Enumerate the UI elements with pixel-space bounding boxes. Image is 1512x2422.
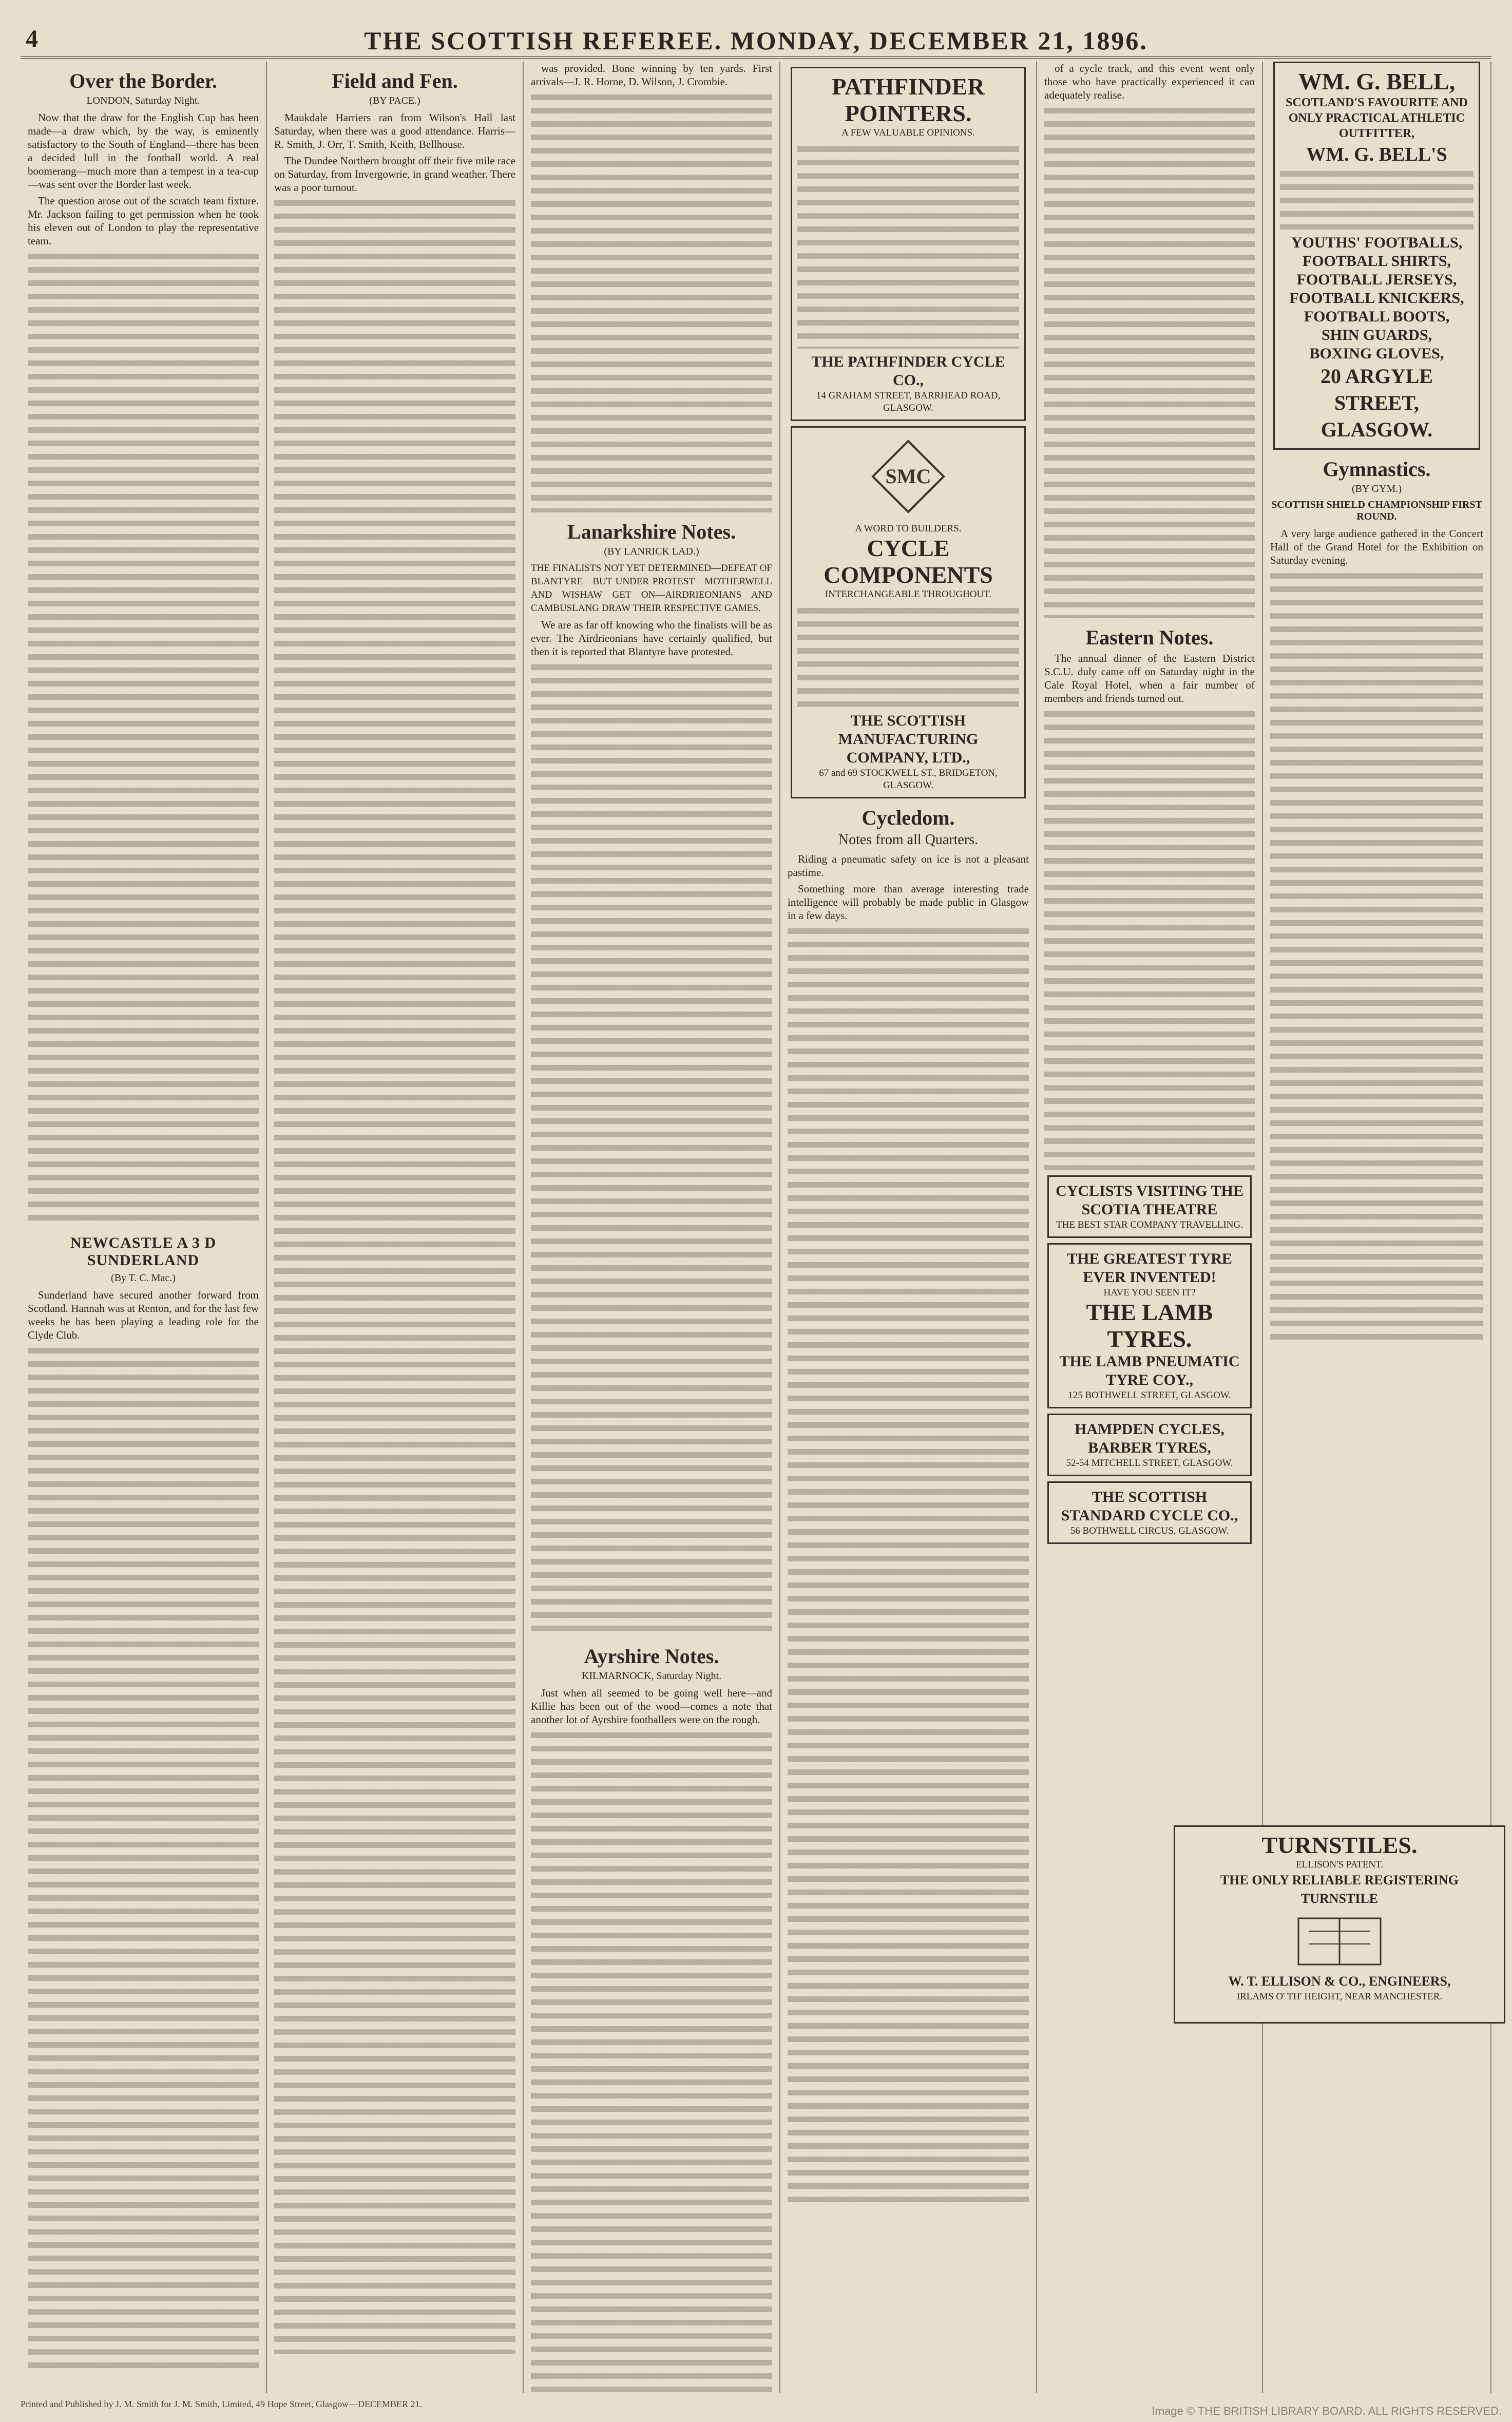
advert-address: 67 and 69 STOCKWELL ST., BRIDGETON, GLASGOW. <box>819 768 998 791</box>
article-paragraph: Maukdale Harriers ran from Wilson's Hall last Saturday, when there was a good attendance. Harris—R. Smith, J. Orr, T. Smith, Keith, Bellhouse. <box>274 111 515 150</box>
advert-address: 20 ARGYLE STREET, GLASGOW. <box>1320 365 1433 441</box>
column-2 <box>267 62 524 2393</box>
advert-hampden-cycles <box>1047 1414 1252 1476</box>
advert-lamb-tyres <box>1047 1243 1252 1408</box>
article-paragraph: A very large audience gathered in the Concert Hall of the Grand Hotel for the Exhibition on Saturday evening. <box>1270 527 1483 566</box>
article-body-text <box>531 661 772 1637</box>
advert-subtitle: A FEW VALUABLE OPINIONS. <box>841 127 975 138</box>
article-paragraph: The annual dinner of the Eastern District S.C.U. duly came off on Saturday night in the Cale Royal Hotel, when a fair number of members and friends turned out. <box>1044 652 1255 704</box>
advert-line: FOOTBALL SHIRTS, <box>1302 253 1451 270</box>
advert-line: FOOTBALL BOOTS, <box>1304 308 1450 325</box>
advert-subtitle: ELLISON'S PATENT. <box>1295 1859 1384 1870</box>
advert-body-text <box>797 605 1019 708</box>
advert-line: WM. G. BELL'S <box>1306 144 1447 165</box>
advert-scottish-standard <box>1047 1481 1252 1544</box>
heading-eastern-notes: Eastern Notes. <box>1085 626 1214 649</box>
advert-body-text <box>1280 168 1473 230</box>
advert-turnstiles <box>1174 1825 1505 2024</box>
article-body-text <box>1044 105 1255 618</box>
heading-ayrshire-notes: Ayrshire Notes. <box>584 1645 719 1668</box>
column-3 <box>524 62 780 2393</box>
article-paragraph: Something more than average interesting trade intelligence will probably be made public in Glasgow in a few days. <box>788 883 1029 922</box>
advert-title: TURNSTILES. <box>1261 1832 1418 1858</box>
advert-title: PATHFINDER POINTERS. <box>832 73 985 126</box>
article-body-text <box>531 1729 772 2393</box>
subheading: SCOTTISH SHIELD CHAMPIONSHIP FIRST ROUND. <box>1271 499 1482 522</box>
dateline: KILMARNOCK, Saturday Night. <box>581 1670 722 1682</box>
byline: (BY LANRICK LAD.) <box>604 546 699 557</box>
byline: (BY GYM.) <box>1351 483 1402 494</box>
article-paragraph: Just when all seemed to be going well here—and Killie has been out of the wood—comes a note that another lot of Ayrshire footballers were on the rough. <box>531 1687 772 1726</box>
advert-line: THE ONLY RELIABLE REGISTERING TURNSTILE <box>1220 1873 1459 1906</box>
article-paragraph: of a cycle track, and this event went only those who have practically experienced it can adequately realise. <box>1044 62 1255 101</box>
advert-company: THE LAMB PNEUMATIC TYRE COY., <box>1059 1353 1240 1388</box>
heading-gymnastics: Gymnastics. <box>1323 457 1431 481</box>
article-body-text <box>1044 708 1255 1170</box>
imprint-footer: Printed and Published by J. M. Smith for J. M. Smith, Limited, 49 Hope Street, Glasgow—DECEMBER 21. <box>21 2399 422 2409</box>
heading-newcastle-sunderland: NEWCASTLE A 3 D SUNDERLAND <box>70 1234 217 1269</box>
advert-title: HAMPDEN CYCLES, BARBER TYRES, <box>1075 1421 1224 1456</box>
advert-title: WM. G. BELL, <box>1298 68 1456 94</box>
article-summary: THE FINALISTS NOT YET DETERMINED—DEFEAT OF BLANTYRE—BUT UNDER PROTEST—MOTHERWELL AND WISHAW GET ON—AIRDRIEONIANS AND CAMBUSLANG DRAW THEIR RESPECTIVE GAMES. <box>531 563 772 614</box>
article-paragraph: The question arose out of the scratch team fixture. Mr. Jackson failing to get permission when he took his eleven out of London to play the representative team. <box>28 195 259 247</box>
advert-body-text <box>797 143 1019 349</box>
article-body-text <box>28 251 259 1226</box>
column-5 <box>1037 62 1263 2393</box>
advert-line: BOXING GLOVES, <box>1309 345 1444 362</box>
turnstile-illustration-icon <box>1288 1908 1391 1970</box>
advert-scotia-theatre <box>1047 1175 1252 1238</box>
heading-over-the-border: Over the Border. <box>69 69 217 92</box>
page-number: 4 <box>26 25 38 52</box>
image-credit: Image © THE BRITISH LIBRARY BOARD. ALL RIGHTS RESERVED. <box>1152 2405 1502 2417</box>
column-1 <box>21 62 267 2393</box>
subheading: Notes from all Quarters. <box>838 832 979 848</box>
advert-company: THE SCOTTISH MANUFACTURING COMPANY, LTD., <box>838 712 979 766</box>
advert-line: HAVE YOU SEEN IT? <box>1103 1287 1196 1298</box>
article-body-text <box>788 925 1029 2209</box>
article-paragraph: was provided. Bone winning by ten yards. First arrivals—J. R. Horne, D. Wilson, J. Crombie. <box>531 62 772 88</box>
advert-title: THE GREATEST TYRE EVER INVENTED! <box>1067 1250 1232 1286</box>
advert-company: THE PATHFINDER CYCLE CO., <box>811 353 1005 389</box>
masthead-title: THE SCOTTISH REFEREE. MONDAY, DECEMBER 21, 1896. <box>364 26 1148 55</box>
advert-line: YOUTHS' FOOTBALLS, <box>1291 234 1463 251</box>
dateline: LONDON, Saturday Night. <box>86 95 200 106</box>
advert-subtitle: INTERCHANGEABLE THROUGHOUT. <box>825 589 992 600</box>
advert-line: FOOTBALL JERSEYS, <box>1296 271 1457 288</box>
article-body-text <box>1270 570 1483 1340</box>
advert-product: THE LAMB TYRES. <box>1086 1299 1213 1352</box>
byline: (BY PACE.) <box>369 95 420 106</box>
advert-line: SCOTLAND'S FAVOURITE AND ONLY PRACTICAL ATHLETIC OUTFITTER, <box>1286 96 1468 140</box>
masthead <box>21 21 1491 59</box>
advert-address: 52-54 MITCHELL STREET, GLASGOW. <box>1066 1458 1233 1469</box>
article-body-text <box>531 91 772 512</box>
smc-logo-icon <box>870 438 947 515</box>
advert-address: 14 GRAHAM STREET, BARRHEAD ROAD, GLASGOW. <box>816 390 1001 413</box>
smc-logo-text: SMC <box>885 465 931 488</box>
heading-lanarkshire-notes: Lanarkshire Notes. <box>567 520 736 543</box>
column-6 <box>1263 62 1491 2393</box>
heading-cycledom: Cycledom. <box>862 806 955 829</box>
article-body-text <box>28 1345 259 2372</box>
advert-line: FOOTBALL KNICKERS, <box>1289 290 1464 307</box>
column-4 <box>780 62 1037 2393</box>
advert-title: CYCLISTS VISITING THE SCOTIA THEATRE <box>1056 1183 1243 1218</box>
advert-title: CYCLE COMPONENTS <box>824 535 993 588</box>
article-paragraph: We are as far off knowing who the finalists will be as ever. The Airdrieonians have certainly qualified, but then it is reported that Blantyre have protested. <box>531 619 772 658</box>
heading-field-and-fen: Field and Fen. <box>332 69 458 92</box>
advert-company: W. T. ELLISON & CO., ENGINEERS, <box>1228 1974 1451 1989</box>
advert-wm-g-bell <box>1273 62 1480 450</box>
article-paragraph: The Dundee Northern brought off their five mile race on Saturday, from Invergowrie, in grand weather. There was a poor turnout. <box>274 155 515 194</box>
article-paragraph: Riding a pneumatic safety on ice is not a pleasant pastime. <box>788 853 1029 879</box>
advert-address: IRLAMS O' TH' HEIGHT, NEAR MANCHESTER. <box>1236 1991 1443 2002</box>
article-paragraph: Now that the draw for the English Cup has been made—a draw which, by the way, is eminently satisfactory to the South of England—there has been a decided lull in the football world. A real boomerang—much more than a tempest in a tea-cup—was sent over the Border last week. <box>28 111 259 190</box>
article-body-text <box>274 197 515 2354</box>
byline: (By T. C. Mac.) <box>111 1272 176 1284</box>
advert-scottish-manufacturing <box>791 426 1026 798</box>
advert-line: A WORD TO BUILDERS. <box>855 523 962 534</box>
advert-address: 125 BOTHWELL STREET, GLASGOW. <box>1068 1390 1231 1401</box>
advert-title: THE SCOTTISH STANDARD CYCLE CO., <box>1061 1489 1238 1524</box>
advert-line: THE BEST STAR COMPANY TRAVELLING. <box>1056 1219 1243 1230</box>
article-paragraph: Sunderland have secured another forward from Scotland. Hannah was at Renton, and for the last few weeks he has been playing a leading role for the Clyde Club. <box>28 1289 259 1341</box>
advert-line: SHIN GUARDS, <box>1321 327 1432 344</box>
advert-address: 56 BOTHWELL CIRCUS, GLASGOW. <box>1070 1525 1229 1536</box>
advert-pathfinder <box>791 67 1026 421</box>
